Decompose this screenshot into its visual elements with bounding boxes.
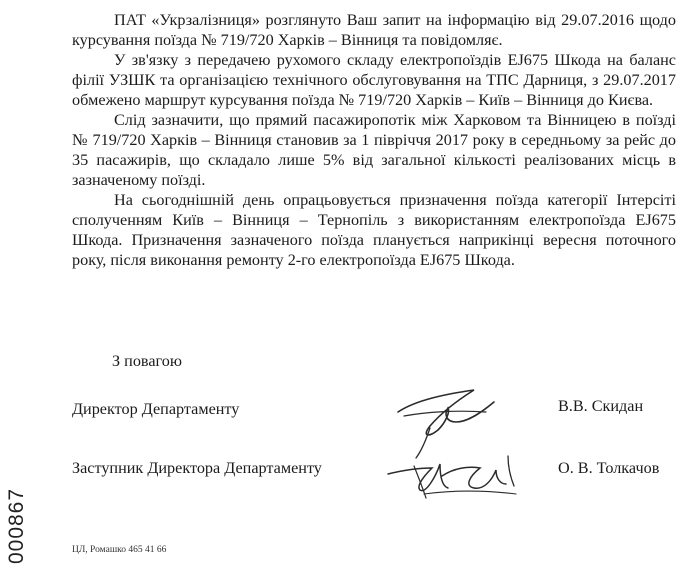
signature-2-handwriting [384, 446, 524, 502]
paragraph-passenger-flow: Слід зазначити, що прямий пасажиропотік між Харковом та Вінницею в поїзді № 719/720 Харків – Вінниця становив за 1 півріччя 2017 року в середньому за рейс до 35 пасажирів, що складало лише 5% від загальної кількості реалізованих місць в зазначеному поїзді. [72, 111, 676, 189]
letter-body [72, 10, 676, 270]
paragraph-intercity-plan: На сьогоднішній день опрацьовується призначення поїзда категорії Інтерсіті сполученням Київ – Вінниця – Тернопіль з використанням електропоїзда EJ675 Шкода. Призначення зазначеного поїзда планується наприкінці вересня поточного року, після виконання ремонту 2-го електропоїзда EJ675 Шкода. [72, 191, 676, 269]
signatory-2-name: О. В. Толкачов [558, 459, 660, 477]
signatory-2-title: Заступник Директора Департаменту [72, 459, 322, 477]
paragraph-request: ПАТ «Укрзалізниця» розглянуто Ваш запит на інформацію від 29.07.2016 щодо курсування поїзда № 719/720 Харків – Вінниця та повідомляє. [72, 11, 676, 49]
registration-number: 000867 [5, 487, 28, 565]
signatory-1-title: Директор Департаменту [72, 400, 240, 418]
signatory-1-name: В.В. Скидан [558, 397, 644, 415]
executor-footnote: ЦЛ, Ромашко 465 41 66 [72, 545, 167, 555]
registration-stamp [2, 487, 32, 565]
paragraph-rolling-stock: У зв'язку з передачею рухомого складу електропоїздів EJ675 Шкода на баланс філії УЗШК та організацією технічного обслуговування на ТПС Дарниця, з 29.07.2017 обмежено маршрут курсування поїзда № 719/720 Харків – Київ – Вінниця до Києва. [72, 51, 676, 109]
greeting: З повагою [112, 352, 182, 370]
